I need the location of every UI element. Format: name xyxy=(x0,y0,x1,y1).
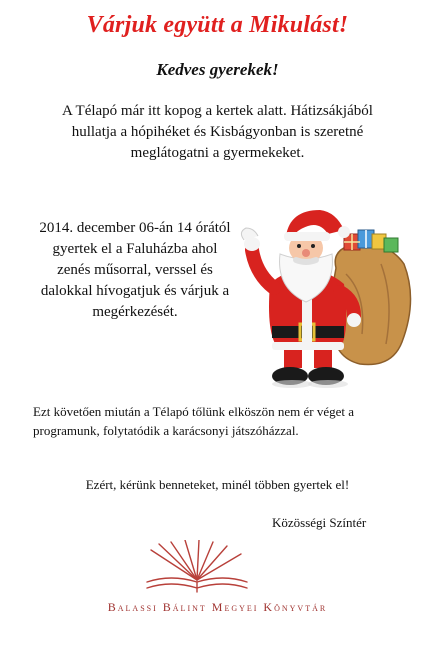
santa-claus-illustration xyxy=(236,204,416,390)
intro-paragraph: A Télapó már itt kopog a kertek alatt. Hátizsákjából hullatja a hópihéket és Kisbágyonban is szeretné meglátogatni a gyermekeket. xyxy=(62,103,373,161)
invitation-line: Ezért, kérünk benneteket, minél többen gyertek el! xyxy=(85,477,350,492)
open-book-sunburst-logo xyxy=(141,540,253,596)
page-title: Várjuk együtt a Mikulást! xyxy=(86,12,349,38)
library-name: Balassi Bálint Megyei Könyvtár xyxy=(107,600,328,614)
event-details-paragraph: 2014. december 06-án 14 órától gyertek el a Faluházba ahol zenés műsorral, verssel és dalokkal hívogatjuk és várjuk a megérkezését. xyxy=(39,220,231,320)
greeting-heading: Kedves gyerekek! xyxy=(156,60,279,79)
signature: Közösségi Színtér xyxy=(272,515,367,530)
followup-paragraph: Ezt követően miután a Télapó tőlünk elköszön nem ér véget a programunk, folytatódik a karácsonyi játszóházzal. xyxy=(33,404,355,438)
